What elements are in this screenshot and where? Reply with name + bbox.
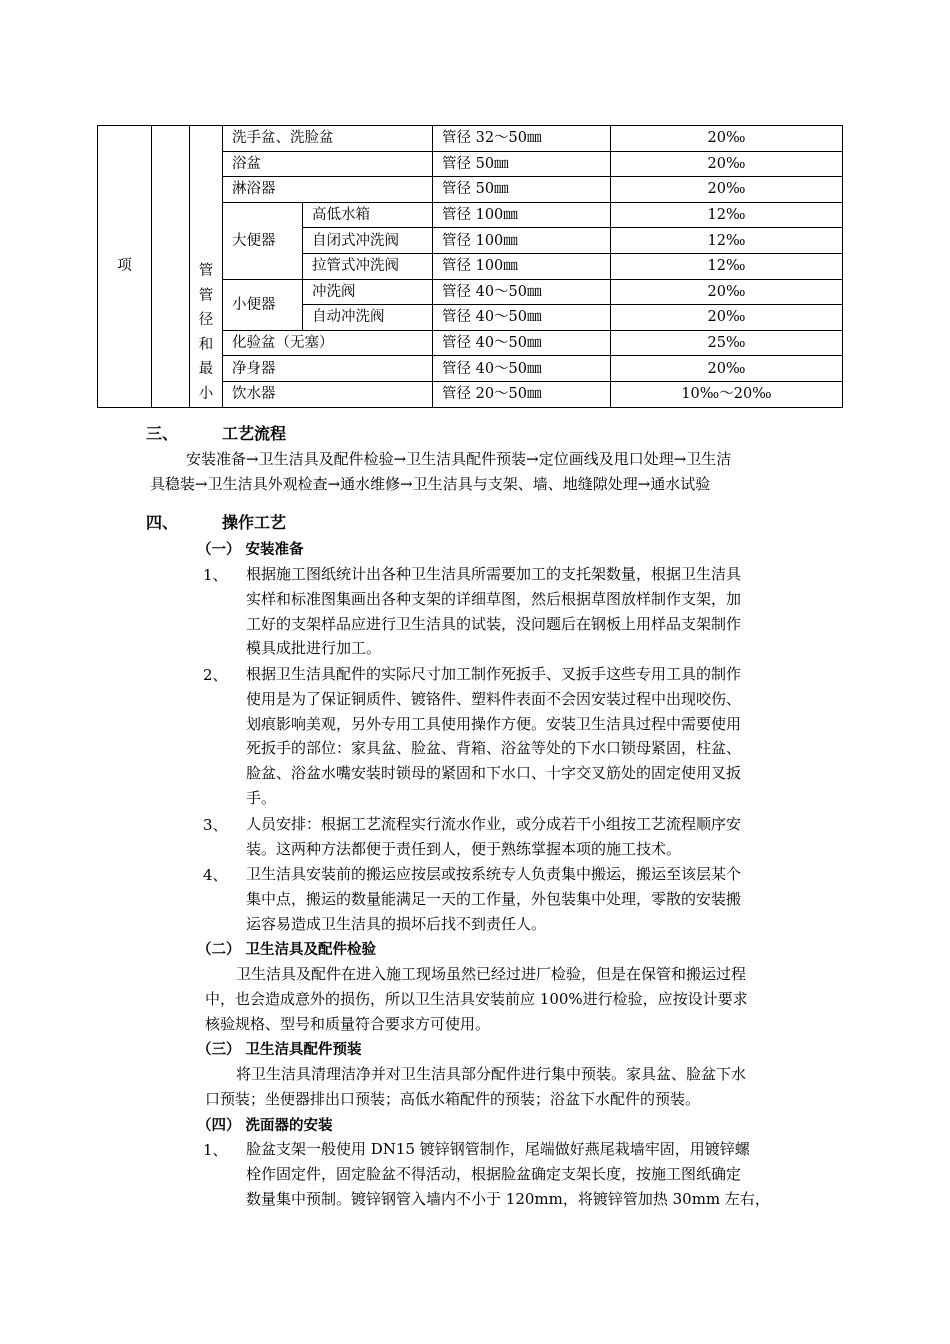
text-line: 脸盆支架一般使用 DN15 镀锌钢管制作，尾端做好燕尾栽墙牢固，用镀锌螺 (246, 1140, 750, 1158)
text-line: 手。 (246, 788, 277, 807)
text-line: 卫生洁具及配件在进入施工现场虽然已经过进厂检验，但是在保管和搬运过程 (236, 965, 747, 983)
min-slope: 20‰ (611, 151, 843, 177)
fixture-name: 饮水器 (223, 381, 433, 407)
item-number: 1、 (203, 566, 228, 584)
project-cell: 项 (98, 126, 152, 408)
text-line: 核验规格、型号和质量符合要求方可使用。 (205, 1015, 491, 1033)
item-number: 3、 (203, 816, 228, 834)
pipe-diameter: 管径 50㎜ (433, 177, 611, 203)
min-slope: 20‰ (611, 356, 843, 382)
pipe-diameter: 管径 50㎜ (433, 151, 611, 177)
min-slope: 20‰ (611, 177, 843, 203)
item-number: 2、 (203, 666, 228, 684)
min-slope: 20‰ (611, 126, 843, 152)
item-text (246, 1137, 770, 1211)
item-number: 4、 (203, 866, 228, 884)
text-line: 装。这两种方法都便于责任到人，便于熟练掌握本项的施工技术。 (246, 839, 682, 858)
table-row (98, 126, 843, 152)
min-slope: 12‰ (611, 253, 843, 279)
text-line: 集中点，搬运的数量能满足一天的工作量，外包装集中处理，零散的安装搬 (246, 889, 742, 908)
section-number: 四、 (146, 513, 179, 532)
subsection-title: （二） 卫生洁具及配件检验 (197, 941, 377, 958)
vertical-header-text: 管管径和最小 (198, 262, 214, 402)
pipe-diameter: 管径 40～50㎜ (433, 279, 611, 305)
pipe-diameter: 管径 40～50㎜ (433, 356, 611, 382)
item-text (246, 662, 741, 811)
pipe-diameter: 管径 40～50㎜ (433, 330, 611, 356)
fixture-subtype: 高低水箱 (303, 202, 433, 228)
text-line: 模具成批进行加工。 (246, 639, 382, 658)
pipe-diameter: 管径 40～50㎜ (433, 305, 611, 331)
empty-cell (152, 126, 190, 408)
min-slope: 12‰ (611, 202, 843, 228)
subsection-title: （三） 卫生洁具配件预装 (197, 1041, 362, 1058)
fixture-name: 净身器 (223, 356, 433, 382)
min-slope: 10‰～20‰ (611, 381, 843, 407)
text-line: 使用是为了保证铜质件、镀铬件、塑料件表面不会因安装过程中出现咬伤、 (246, 689, 742, 708)
text-line: 卫生洁具安装前的搬运应按层或按系统专人负责集中搬运，搬运至该层某个 (246, 865, 742, 883)
fixture-name: 淋浴器 (223, 177, 433, 203)
pipe-diameter: 管径 100㎜ (433, 202, 611, 228)
text-line: 根据施工图纸统计出各种卫生洁具所需要加工的支托架数量，根据卫生洁具 (246, 565, 742, 583)
text-line: 实样和标准图集画出各种支架的详细草图，然后根据草图放样制作支架，加 (246, 589, 742, 608)
item-text (246, 812, 741, 862)
fixture-name: 小便器 (223, 279, 303, 330)
text-line: 划痕影响美观，另外专用工具使用操作方便。安装卫生洁具过程中需要使用 (246, 714, 742, 733)
text-line: 栓作固定件，固定脸盆不得活动，根据脸盆确定支架长度，按施工图纸确定 (246, 1164, 742, 1183)
min-slope: 25‰ (611, 330, 843, 356)
process-flow-line: 安装准备→卫生洁具及配件检验→卫生洁具配件预装→定位画线及甩口处理→卫生洁 (186, 450, 732, 468)
fixture-name: 化验盆（无塞） (223, 330, 433, 356)
item-number: 1、 (203, 1141, 228, 1159)
item-text (246, 862, 741, 936)
fixture-name: 浴盆 (223, 151, 433, 177)
drain-pipe-table (97, 125, 843, 408)
text-line: 脸盆、浴盆水嘴安装时锁母的紧固和下水口、十字交叉筋处的固定使用叉扳 (246, 764, 742, 783)
fixture-name: 大便器 (223, 202, 303, 279)
section-title: 工艺流程 (222, 424, 287, 443)
pipe-diameter: 管径 100㎜ (433, 253, 611, 279)
item-text (246, 562, 741, 661)
fixture-subtype: 冲洗阀 (303, 279, 433, 305)
fixture-subtype: 拉管式冲洗阀 (303, 253, 433, 279)
text-line: 数量集中预制。镀锌钢管入墙内不小于 120mm，将镀锌管加热 30mm 左右， (246, 1189, 770, 1208)
min-slope: 20‰ (611, 305, 843, 331)
text-line: 口预装；坐便器排出口预装；高低水箱配件的预装；浴盆下水配件的预装。 (205, 1090, 701, 1108)
subsection-title: （一） 安装准备 (197, 541, 304, 558)
process-flow-line: 具稳装→卫生洁具外观检查→通水维修→卫生洁具与支架、墙、地缝隙处理→通水试验 (150, 475, 711, 493)
text-line: 根据卫生洁具配件的实际尺寸加工制作死扳手、叉扳手这些专用工具的制作 (246, 665, 742, 683)
min-slope: 12‰ (611, 228, 843, 254)
text-line: 工好的支架样品应进行卫生洁具的试装，没问题后在钢板上用样品支架制作 (246, 614, 742, 633)
text-line: 人员安排：根据工艺流程实行流水作业，或分成若干小组按工艺流程顺序安 (246, 815, 742, 833)
text-line: 将卫生洁具清理洁净并对卫生洁具部分配件进行集中预装。家具盆、脸盆下水 (236, 1065, 747, 1083)
text-line: 中，也会造成意外的损伤，所以卫生洁具安装前应 100%进行检验，应按设计要求 (205, 990, 748, 1008)
pipe-diameter: 管径 100㎜ (433, 228, 611, 254)
min-slope: 20‰ (611, 279, 843, 305)
pipe-diameter: 管径 20～50㎜ (433, 381, 611, 407)
pipe-diameter: 管径 32～50㎜ (433, 126, 611, 152)
fixture-subtype: 自动冲洗阀 (303, 305, 433, 331)
text-line: 运容易造成卫生洁具的损坏后找不到责任人。 (246, 914, 547, 933)
section-number: 三、 (146, 424, 179, 443)
fixture-name: 洗手盆、洗脸盆 (223, 126, 433, 152)
text-line: 死扳手的部位：家具盆、脸盆、背箱、浴盆等处的下水口锁母紧固，柱盆、 (246, 739, 742, 758)
vertical-header-cell (190, 126, 223, 408)
fixture-subtype: 自闭式冲洗阀 (303, 228, 433, 254)
subsection-title: （四） 洗面器的安装 (197, 1117, 333, 1134)
section-title: 操作工艺 (222, 513, 287, 532)
